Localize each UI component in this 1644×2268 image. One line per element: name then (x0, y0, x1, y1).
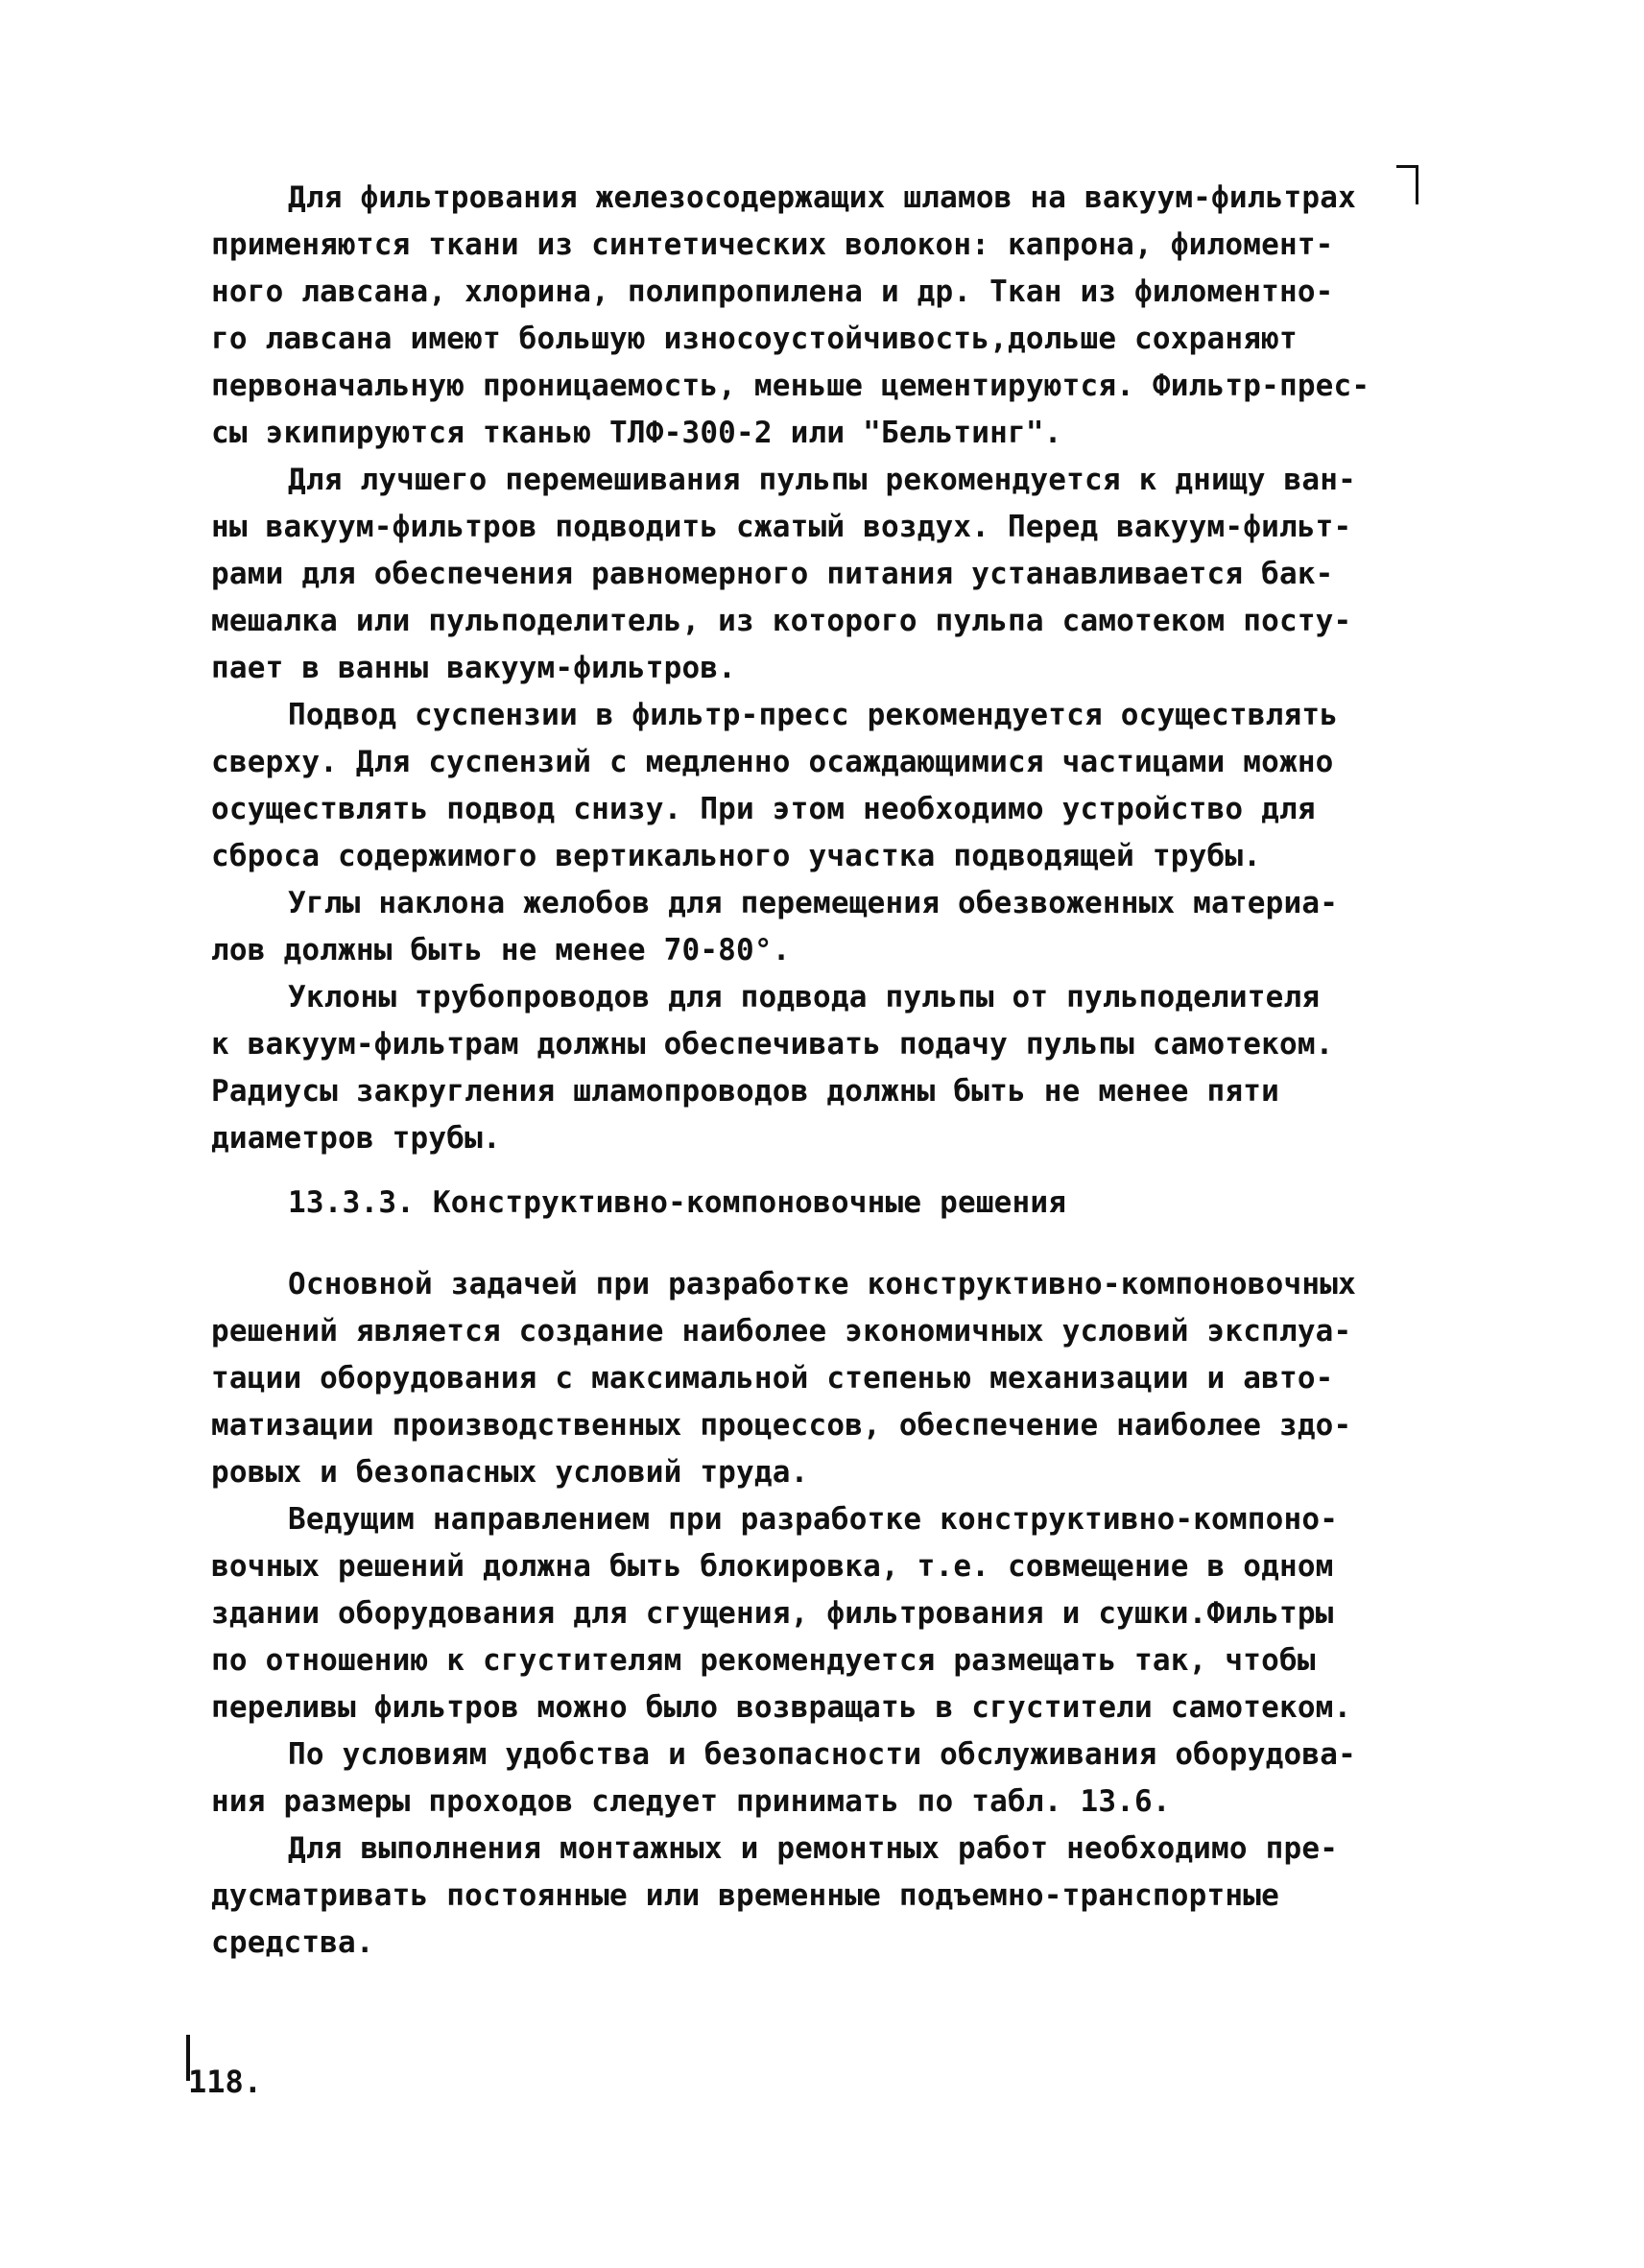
text-line: По условиям удобства и безопасности обслуживания оборудова- (288, 1737, 1356, 1772)
text-line: сброса содержимого вертикального участка подводящей трубы. (211, 839, 1262, 873)
text-line: мешалка или пульподелитель, из которого пульпа самотеком посту- (211, 604, 1352, 638)
text-line: Для выполнения монтажных и ремонтных работ необходимо пре- (288, 1831, 1339, 1866)
text-line: к вакуум-фильтрам должны обеспечивать подачу пульпы самотеком. (211, 1027, 1334, 1062)
text-line: Ведущим направлением при разработке конструктивно-компоно- (288, 1502, 1339, 1537)
text-line: рами для обеспечения равномерного питания устанавливается бак- (211, 557, 1334, 591)
text-line: ны вакуум-фильтров подводить сжатый воздух. Перед вакуум-фильт- (211, 510, 1352, 544)
text-line: средства. (211, 1925, 374, 1960)
text-line: решений является создание наиболее экономичных условий эксплуа- (211, 1314, 1352, 1349)
text-line: го лавсана имеют большую износоустойчивость,дольше сохраняют (211, 322, 1298, 356)
text-line: применяются ткани из синтетических волокон: капрона, филомент- (211, 227, 1334, 262)
text-line: Углы наклона желобов для перемещения обезвоженных материа- (288, 886, 1339, 920)
text-line: здании оборудования для сгущения, фильтрования и сушки.Фильтры (211, 1596, 1334, 1631)
text-line: Для фильтрования железосодержащих шламов на вакуум-фильтрах (288, 180, 1356, 215)
text-line: по отношению к сгустителям рекомендуется размещать так, чтобы (211, 1643, 1316, 1678)
text-line: Для лучшего перемешивания пульпы рекомендуется к днищу ван- (288, 463, 1356, 497)
text-line: Основной задачей при разработке конструктивно-компоновочных (288, 1267, 1356, 1301)
text-line: первоначальную проницаемость, меньше цементируются. Фильтр-прес- (211, 369, 1370, 403)
paragraph (211, 1261, 1449, 1496)
paragraph (211, 880, 1449, 974)
page-number: 118. (188, 2064, 263, 2100)
paragraph (211, 457, 1449, 692)
text-line: ния размеры проходов следует принимать по табл. 13.6. (211, 1784, 1171, 1819)
paragraph (211, 1496, 1449, 1731)
text-line: дусматривать постоянные или временные подъемно-транспортные (211, 1878, 1279, 1913)
text-line: ровых и безопасных условий труда. (211, 1455, 809, 1490)
text-line: тации оборудования с максимальной степенью механизации и авто- (211, 1361, 1334, 1396)
paragraph (211, 1731, 1449, 1826)
text-line: Радиусы закругления шламопроводов должны быть не менее пяти (211, 1074, 1279, 1109)
paragraph (211, 1826, 1449, 1967)
text-line: матизации производственных процессов, обеспечение наиболее здо- (211, 1408, 1352, 1443)
text-line: сы экипируются тканью ТЛФ-300-2 или "Бельтинг". (211, 416, 1062, 450)
paragraph (211, 692, 1449, 880)
text-line: переливы фильтров можно было возвращать в сгустители самотеком. (211, 1690, 1352, 1725)
text-line: ного лавсана, хлорина, полипропилена и др. Ткан из филоментно- (211, 275, 1334, 309)
text-line: лов должны быть не менее 70-80°. (211, 933, 791, 967)
paragraph (211, 175, 1449, 457)
text-line: Уклоны трубопроводов для подвода пульпы от пульподелителя (288, 980, 1321, 1015)
text-line: осуществлять подвод снизу. При этом необходимо устройство для (211, 792, 1316, 826)
text-line: сверху. Для суспензий с медленно осаждающимися частицами можно (211, 745, 1334, 779)
body-text (211, 175, 1449, 1967)
text-line: диаметров трубы. (211, 1121, 501, 1156)
text-line: Подвод суспензии в фильтр-пресс рекомендуется осуществлять (288, 698, 1339, 732)
paragraph (211, 974, 1449, 1162)
text-line: вочных решений должна быть блокировка, т.е. совмещение в одном (211, 1549, 1334, 1584)
text-line: пает в ванны вакуум-фильтров. (211, 651, 737, 685)
section-heading: 13.3.3. Конструктивно-компоновочные решения (288, 1185, 1067, 1220)
